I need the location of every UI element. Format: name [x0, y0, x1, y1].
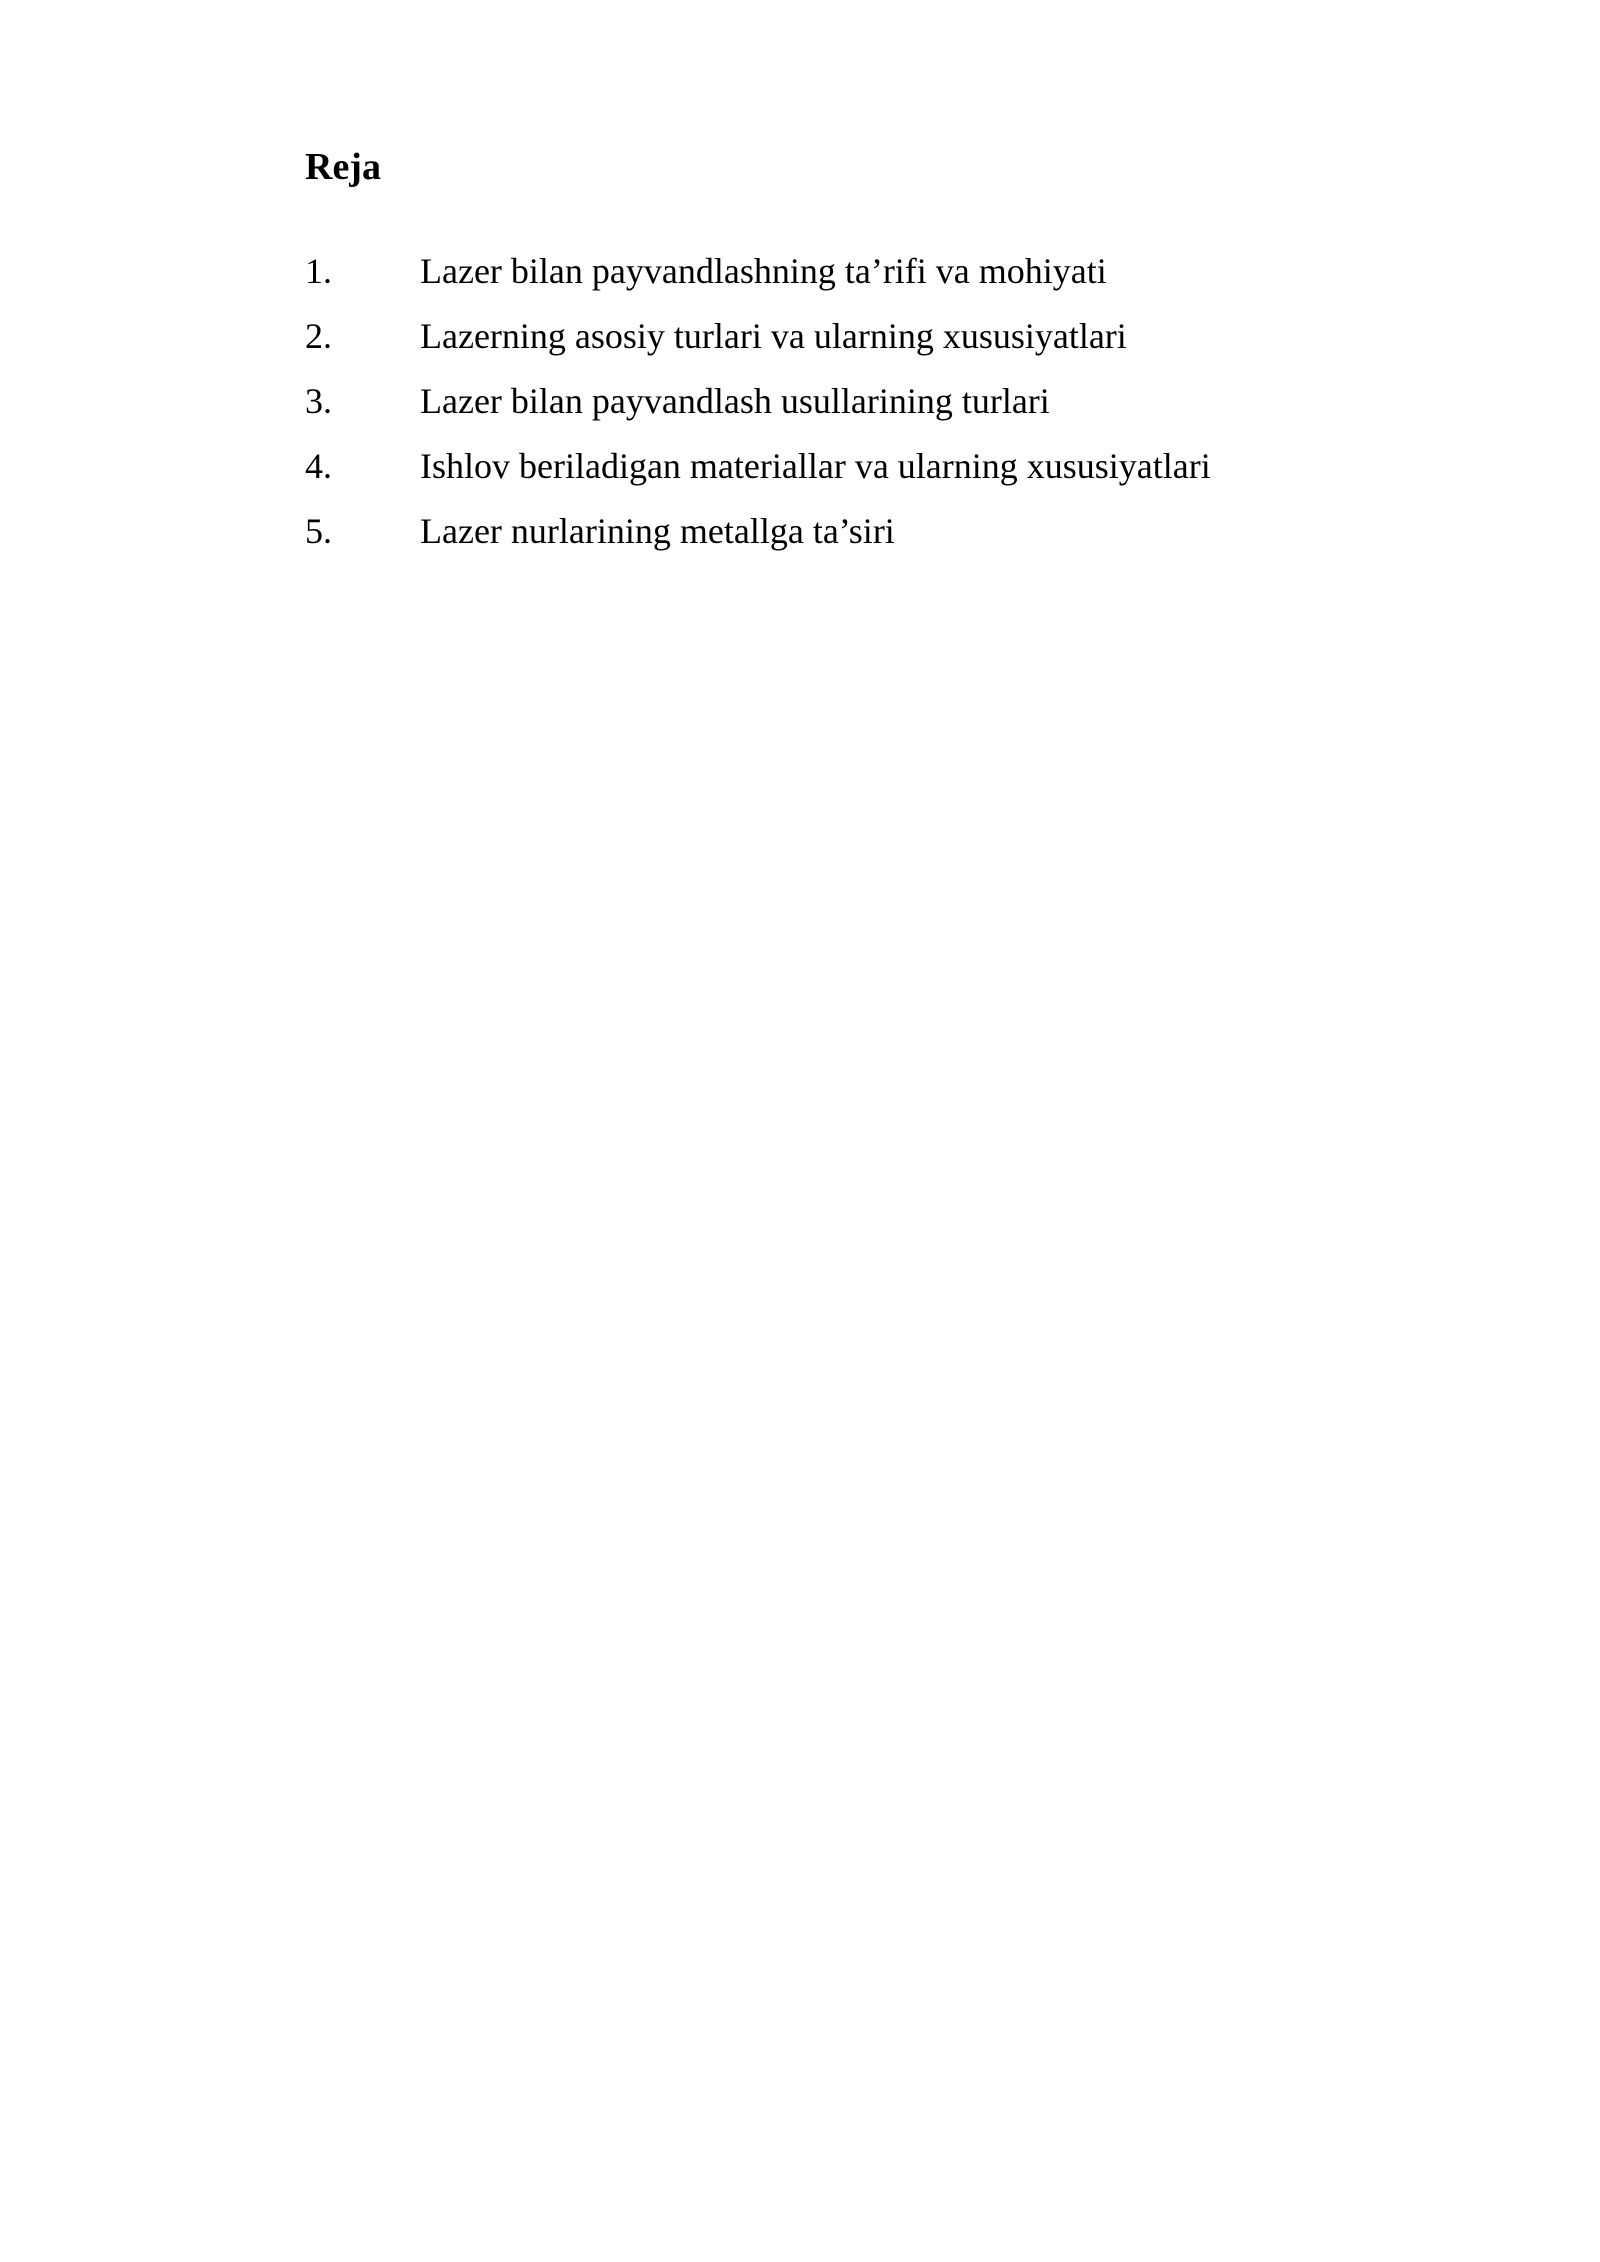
list-item-number: 5.	[305, 511, 332, 551]
list-item	[305, 318, 1211, 383]
list-item-text: Lazer bilan payvandlashning ta’rifi va mohiyati	[420, 251, 1107, 291]
list-item	[305, 448, 1211, 513]
page-heading: Reja	[305, 146, 381, 188]
list-item-number: 3.	[305, 381, 332, 421]
list-item	[305, 383, 1211, 448]
list-item-number: 2.	[305, 316, 332, 356]
list-item	[305, 513, 1211, 578]
list-item-text: Lazer bilan payvandlash usullarining turlari	[420, 381, 1050, 421]
list-item-number: 4.	[305, 446, 332, 486]
list-item-text: Lazerning asosiy turlari va ularning xususiyatlari	[420, 316, 1127, 356]
list-item	[305, 253, 1211, 318]
list-item-number: 1.	[305, 251, 332, 291]
list-item-text: Lazer nurlarining metallga ta’siri	[420, 511, 895, 551]
plan-list	[305, 253, 1211, 578]
list-item-text: Ishlov beriladigan materiallar va ularning xususiyatlari	[420, 446, 1211, 486]
